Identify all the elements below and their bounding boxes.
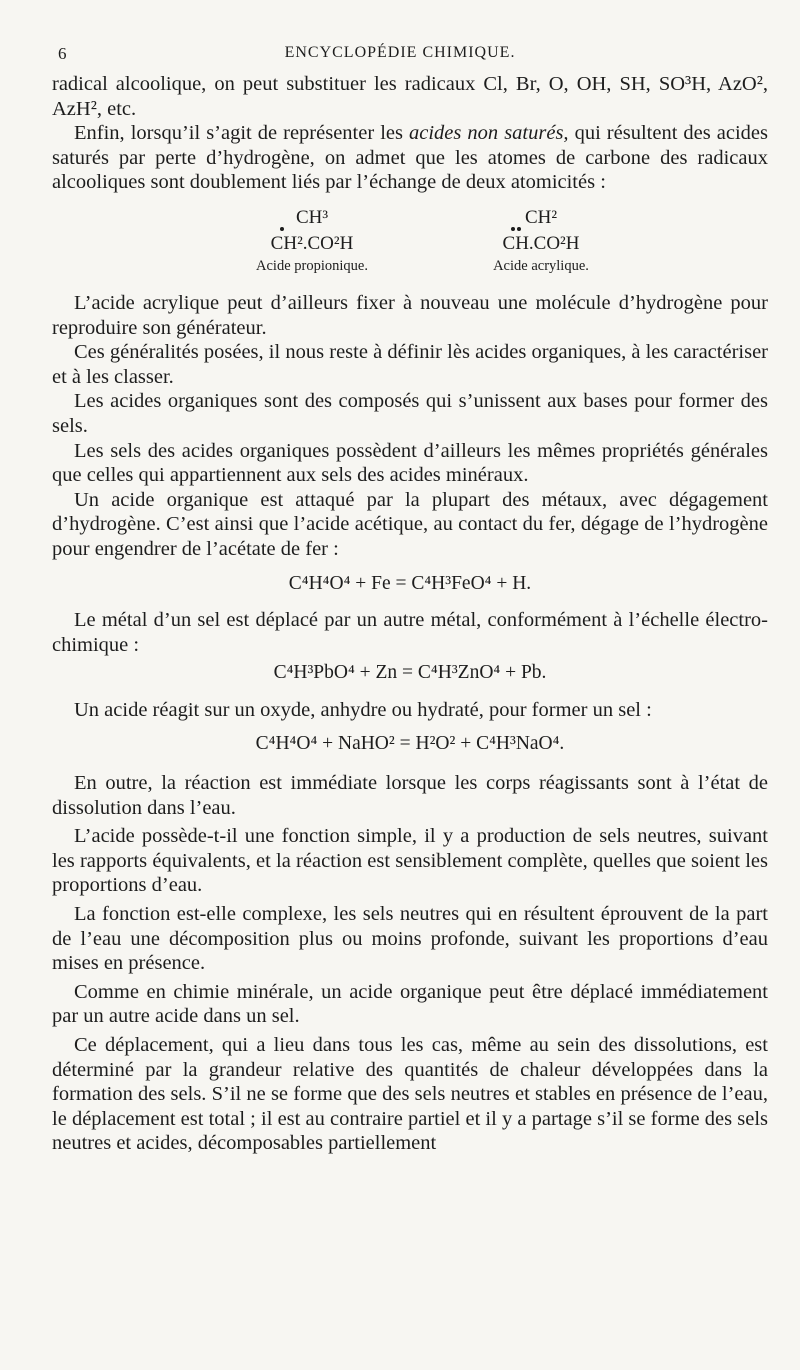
paragraph-metals-attack: Un acide organique est attaqué par la plupart des métaux, avec dégagement d’hydrogène. C’est ainsi que l’acide acétique, au contact du fer, dégage de l’hydrogène pour engendrer de l’acétate de fer :	[52, 488, 768, 560]
body-text	[52, 72, 768, 1156]
paragraph-acrylic-hydrogen: L’acide acrylique peut d’ailleurs fixer à nouveau une molécule d’hydrogène pour reproduire son générateur.	[52, 291, 768, 339]
paragraph-displacement-heat: Ce déplacement, qui a lieu dans tous les cas, même au sein des dissolutions, est déterminé par la grandeur relative des quantités de chaleur développées dans la formation des sels. S’il ne se forme que des sels neutres et stables en présence de l’eau, le déplacement est total ; il est au contraire partiel et il y a partage s’il se forme des sels neutres et acides, décomposables partiellement	[52, 1034, 768, 1155]
paragraph-metal-displacement: Le métal d’un sel est déplacé par un autre métal, conformément à l’échelle électro-chimique :	[52, 609, 768, 656]
paragraph-unsaturated-text-a: Enfin, lorsqu’il s’agit de représenter les	[74, 122, 410, 145]
paragraph-simple-function: L’acide possède-t-il une fonction simple, il y a production de sels neutres, suivant les rapports équivalents, et la réaction est sensiblement complète, quelles que soient les proportions d’eau.	[52, 825, 768, 897]
formula-acrylic-line1: CH²	[524, 206, 558, 228]
paragraph-radicals: radical alcoolique, on peut substituer les radicaux Cl, Br, O, OH, SH, SO³H, AzO², AzH², etc.	[52, 73, 768, 120]
equation-iron: C⁴H⁴O⁴ + Fe = C⁴H³FeO⁴ + H.	[288, 572, 532, 594]
caption-acrylic-acid: Acide acrylique.	[493, 257, 589, 274]
paragraph-salts-formation: Les acides organiques sont des composés qui s’unissent aux bases pour former des sels.	[52, 390, 768, 437]
formula-propionic-line1: CH³	[295, 206, 329, 228]
caption-propionic-acid: Acide propionique.	[256, 257, 368, 274]
formula-acrylic-line2: CH.CO²H	[502, 232, 580, 254]
paragraph-complex-function: La fonction est-elle complexe, les sels neutres qui en résultent éprouvent de la part de l’eau une décomposition plus ou moins profonde, suivant les proportions d’eau mises en présence.	[52, 903, 768, 975]
page-header	[0, 38, 800, 68]
paragraph-acid-displacement: Comme en chimie minérale, un acide organique peut être déplacé immédiatement par un autre acide dans un sel.	[52, 980, 768, 1028]
running-head: ENCYCLOPÉDIE CHIMIQUE.	[284, 44, 516, 61]
emphasis-unsaturated-acids: acides non saturés,	[409, 122, 569, 145]
paragraph-oxide-reaction: Un acide réagit sur un oxyde, anhydre ou hydraté, pour former un sel :	[74, 698, 652, 721]
equation-zinc: C⁴H³PbO⁴ + Zn = C⁴H³ZnO⁴ + Pb.	[273, 662, 547, 684]
double-bond-dot-right	[517, 227, 521, 231]
single-bond-dot	[280, 227, 284, 231]
structural-formulas	[52, 195, 768, 291]
paragraph-salts-properties: Les sels des acides organiques possèdent d’ailleurs les mêmes propriétés générales que celles qui appartiennent aux sels des acides minéraux.	[52, 439, 768, 487]
formula-propionic-acid	[227, 205, 397, 275]
paragraph-generalities: Ces généralités posées, il nous reste à définir lès acides organiques, à les caractériser et à les classer.	[52, 341, 768, 388]
paragraph-immediate-reaction: En outre, la réaction est immédiate lorsque les corps réagissants sont à l’état de dissolution dans l’eau.	[52, 772, 768, 819]
formula-propionic-line2-wrap	[227, 231, 397, 257]
formula-acrylic-acid	[456, 205, 626, 275]
paragraph-unsaturated-acids	[52, 121, 768, 195]
page-number: 6	[58, 44, 67, 63]
formula-propionic-line2: CH².CO²H	[270, 232, 354, 254]
formula-acrylic-line2-wrap	[456, 231, 626, 257]
equation-soda: C⁴H⁴O⁴ + NaHO² = H²O² + C⁴H³NaO⁴.	[255, 733, 565, 755]
double-bond-dot-left	[511, 227, 515, 231]
paragraph-unsaturated-text-b: qui résultent des acides saturés par perte d’hydrogène, on admet que les atomes de carbone des radicaux alcooliques sont doublement liés par l’échange de deux atomicités :	[52, 122, 768, 194]
